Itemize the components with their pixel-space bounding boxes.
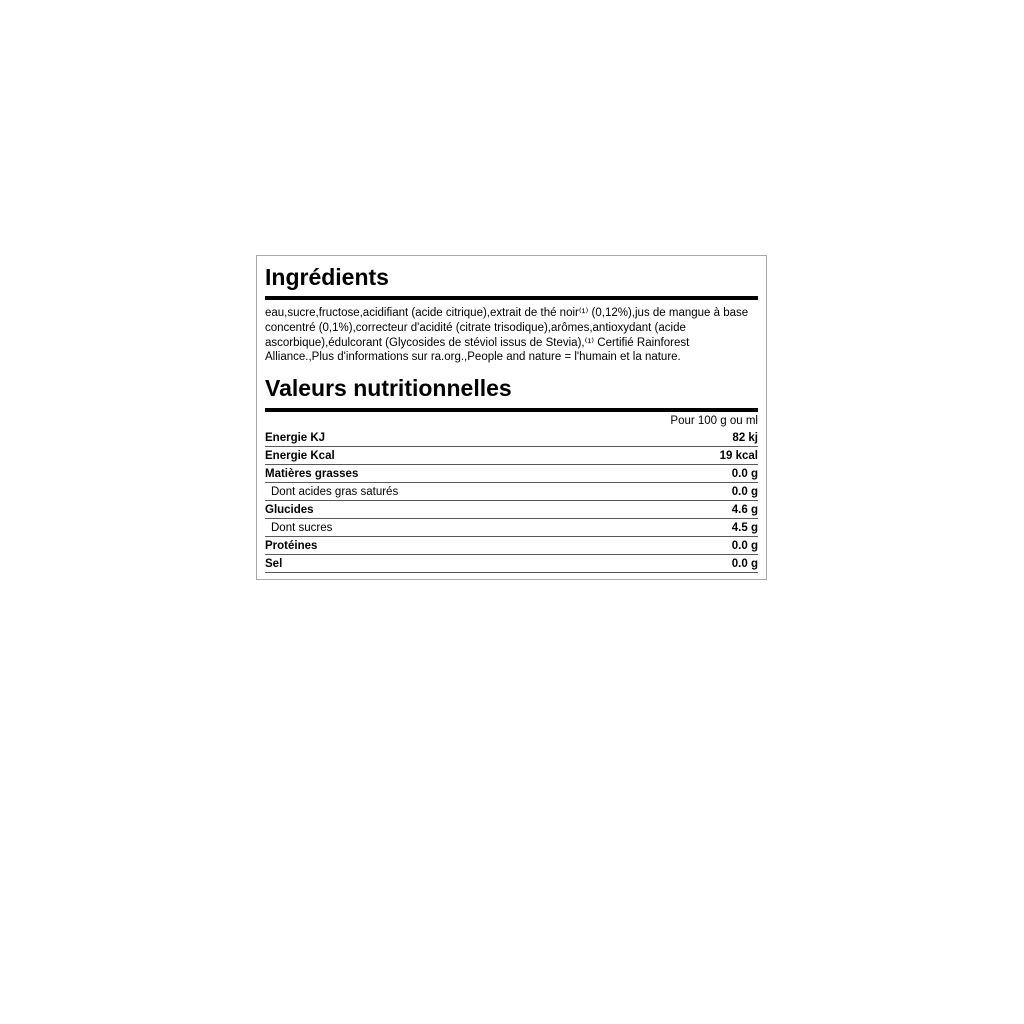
nutrition-label-panel — [256, 255, 767, 580]
row-value: 19 kcal — [719, 449, 758, 462]
table-row-energie-kj — [265, 429, 758, 447]
table-row-matieres-grasses — [265, 465, 758, 483]
row-label: Protéines — [265, 539, 318, 552]
per-100g-column-header: Pour 100 g ou ml — [670, 415, 758, 428]
row-label: Energie Kcal — [265, 449, 335, 462]
row-value: 0.0 g — [731, 539, 758, 552]
row-label: Dont sucres — [271, 521, 333, 534]
row-label: Glucides — [265, 503, 314, 516]
ingredients-title: Ingrédients — [265, 264, 389, 290]
row-label: Matières grasses — [265, 467, 359, 480]
row-value: 82 kj — [732, 431, 758, 444]
ingredients-divider-rule — [265, 296, 758, 300]
nutrition-title: Valeurs nutritionnelles — [265, 375, 512, 402]
row-label: Sel — [265, 557, 283, 570]
row-value: 0.0 g — [731, 467, 758, 480]
row-value: 0.0 g — [731, 485, 758, 498]
table-row-proteines — [265, 537, 758, 555]
table-row-sel — [265, 555, 758, 573]
table-row-glucides — [265, 501, 758, 519]
row-value: 0.0 g — [731, 557, 758, 570]
row-value: 4.5 g — [731, 521, 758, 534]
row-value: 4.6 g — [731, 503, 758, 516]
table-row-dont-sucres — [265, 519, 758, 537]
ingredients-text: eau,sucre,fructose,acidifiant (acide citrique),extrait de thé noir⁽¹⁾ (0,12%),jus de mangue à base concentré (0,1%),correcteur d'acidité (citrate trisodique),arômes,antioxydant (acide ascorbique),édulcorant (Glycosides de stéviol issus de Stevia),⁽¹⁾ Certifié Rainforest Alliance.,Plus d'informations sur ra.org.,People and nature = l'humain et la nature. — [265, 307, 749, 364]
row-label: Dont acides gras saturés — [271, 485, 399, 498]
table-row-energie-kcal — [265, 447, 758, 465]
table-row-acides-gras-satures — [265, 483, 758, 501]
row-label: Energie KJ — [265, 431, 326, 444]
